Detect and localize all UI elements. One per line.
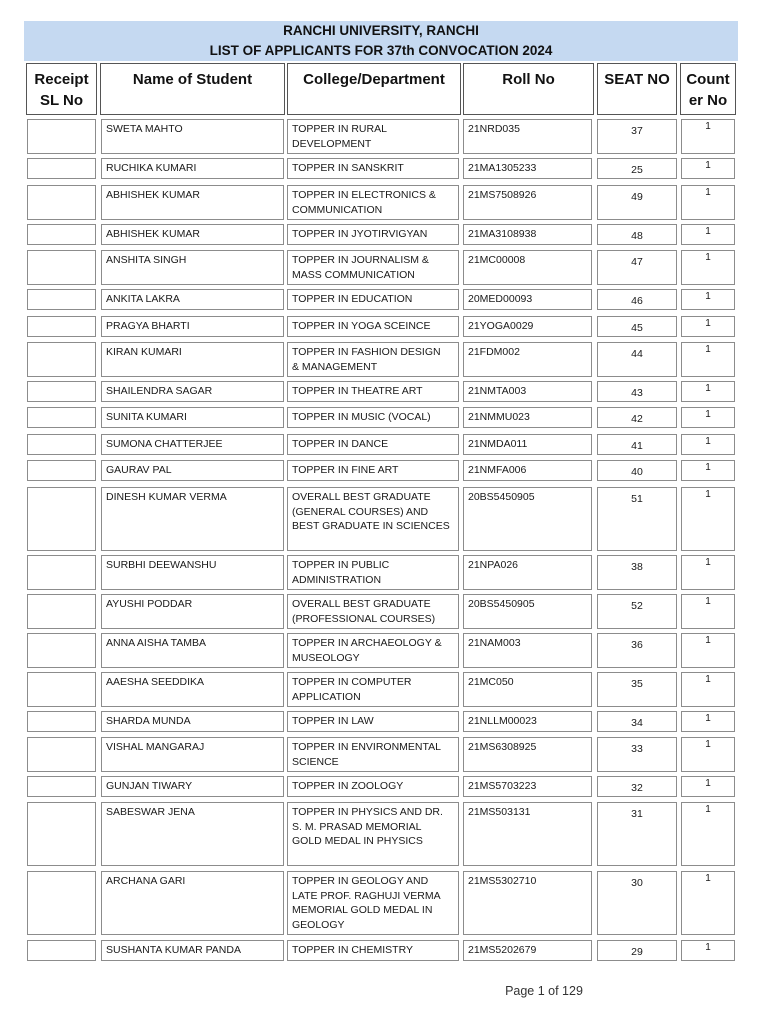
cell-college: TOPPER IN ENVIRONMENTAL SCIENCE	[287, 737, 459, 772]
cell-seat: 51	[597, 487, 677, 551]
cell-seat: 43	[597, 381, 677, 402]
cell-receipt	[27, 871, 96, 935]
cell-roll: 21NLLM00023	[463, 711, 592, 732]
table-row	[0, 316, 768, 337]
cell-counter: 1	[681, 555, 735, 590]
cell-name: RUCHIKA KUMARI	[101, 158, 284, 179]
cell-seat: 29	[597, 940, 677, 961]
cell-college: TOPPER IN ELECTRONICS & COMMUNICATION	[287, 185, 459, 220]
cell-college: TOPPER IN FINE ART	[287, 460, 459, 481]
cell-roll: 21MC00008	[463, 250, 592, 285]
cell-seat: 36	[597, 633, 677, 668]
cell-receipt	[27, 119, 96, 154]
cell-roll: 20BS5450905	[463, 487, 592, 551]
cell-counter: 1	[681, 289, 735, 310]
cell-counter: 1	[681, 633, 735, 668]
cell-receipt	[27, 250, 96, 285]
table-row	[0, 871, 768, 935]
cell-counter: 1	[681, 316, 735, 337]
cell-seat: 35	[597, 672, 677, 707]
table-row	[0, 594, 768, 629]
cell-counter: 1	[681, 381, 735, 402]
cell-roll: 21MS7508926	[463, 185, 592, 220]
cell-name: ANKITA LAKRA	[101, 289, 284, 310]
cell-college: TOPPER IN THEATRE ART	[287, 381, 459, 402]
cell-seat: 49	[597, 185, 677, 220]
cell-receipt	[27, 381, 96, 402]
table-row	[0, 776, 768, 797]
cell-roll: 21MA1305233	[463, 158, 592, 179]
cell-roll: 21FDM002	[463, 342, 592, 377]
cell-receipt	[27, 158, 96, 179]
cell-counter: 1	[681, 711, 735, 732]
table-row	[0, 250, 768, 285]
cell-name: PRAGYA BHARTI	[101, 316, 284, 337]
cell-receipt	[27, 407, 96, 428]
cell-seat: 32	[597, 776, 677, 797]
cell-college: TOPPER IN GEOLOGY AND LATE PROF. RAGHUJI VERMA MEMORIAL GOLD MEDAL IN GEOLOGY	[287, 871, 459, 935]
page-number: Page 1 of 129	[505, 984, 583, 998]
cell-receipt	[27, 342, 96, 377]
table-row	[0, 381, 768, 402]
cell-counter: 1	[681, 594, 735, 629]
cell-receipt	[27, 224, 96, 245]
table-row	[0, 737, 768, 772]
cell-college: TOPPER IN PHYSICS AND DR. S. M. PRASAD MEMORIAL GOLD MEDAL IN PHYSICS	[287, 802, 459, 866]
cell-seat: 34	[597, 711, 677, 732]
table-row	[0, 407, 768, 428]
cell-name: SUMONA CHATTERJEE	[101, 434, 284, 455]
header-counter-no: Count er No	[680, 63, 736, 115]
header-seat-no: SEAT NO	[597, 63, 677, 115]
cell-roll: 21MS5202679	[463, 940, 592, 961]
cell-seat: 48	[597, 224, 677, 245]
cell-name: SUNITA KUMARI	[101, 407, 284, 428]
cell-name: SUSHANTA KUMAR PANDA	[101, 940, 284, 961]
table-row	[0, 940, 768, 961]
table-row	[0, 342, 768, 377]
table-row	[0, 224, 768, 245]
table-row	[0, 802, 768, 866]
cell-receipt	[27, 940, 96, 961]
cell-name: SABESWAR JENA	[101, 802, 284, 866]
cell-college: OVERALL BEST GRADUATE (PROFESSIONAL COURSES)	[287, 594, 459, 629]
table-row	[0, 289, 768, 310]
cell-name: GUNJAN TIWARY	[101, 776, 284, 797]
cell-seat: 40	[597, 460, 677, 481]
cell-name: AAESHA SEEDDIKA	[101, 672, 284, 707]
cell-counter: 1	[681, 185, 735, 220]
cell-roll: 21NMMU023	[463, 407, 592, 428]
cell-receipt	[27, 316, 96, 337]
cell-college: OVERALL BEST GRADUATE (GENERAL COURSES) AND BEST GRADUATE IN SCIENCES	[287, 487, 459, 551]
cell-name: SHARDA MUNDA	[101, 711, 284, 732]
cell-college: TOPPER IN ZOOLOGY	[287, 776, 459, 797]
table-row	[0, 555, 768, 590]
cell-college: TOPPER IN RURAL DEVELOPMENT	[287, 119, 459, 154]
cell-name: ABHISHEK KUMAR	[101, 224, 284, 245]
cell-roll: 21MS5302710	[463, 871, 592, 935]
header-roll-no: Roll No	[463, 63, 594, 115]
cell-roll: 21NAM003	[463, 633, 592, 668]
cell-roll: 21MS6308925	[463, 737, 592, 772]
cell-name: VISHAL MANGARAJ	[101, 737, 284, 772]
cell-college: TOPPER IN SANSKRIT	[287, 158, 459, 179]
cell-name: DINESH KUMAR VERMA	[101, 487, 284, 551]
table-row	[0, 633, 768, 668]
cell-seat: 31	[597, 802, 677, 866]
cell-counter: 1	[681, 940, 735, 961]
cell-roll: 21NRD035	[463, 119, 592, 154]
cell-college: TOPPER IN ARCHAEOLOGY & MUSEOLOGY	[287, 633, 459, 668]
cell-counter: 1	[681, 737, 735, 772]
cell-name: SHAILENDRA SAGAR	[101, 381, 284, 402]
cell-college: TOPPER IN LAW	[287, 711, 459, 732]
cell-receipt	[27, 434, 96, 455]
cell-counter: 1	[681, 434, 735, 455]
cell-college: TOPPER IN YOGA SCEINCE	[287, 316, 459, 337]
cell-college: TOPPER IN COMPUTER APPLICATION	[287, 672, 459, 707]
cell-college: TOPPER IN JYOTIRVIGYAN	[287, 224, 459, 245]
cell-name: ARCHANA GARI	[101, 871, 284, 935]
table-row	[0, 711, 768, 732]
cell-counter: 1	[681, 158, 735, 179]
cell-name: GAURAV PAL	[101, 460, 284, 481]
cell-roll: 21MA3108938	[463, 224, 592, 245]
cell-counter: 1	[681, 871, 735, 935]
cell-roll: 21MS5703223	[463, 776, 592, 797]
cell-receipt	[27, 460, 96, 481]
cell-name: ABHISHEK KUMAR	[101, 185, 284, 220]
cell-roll: 21NMTA003	[463, 381, 592, 402]
cell-seat: 30	[597, 871, 677, 935]
cell-name: AYUSHI PODDAR	[101, 594, 284, 629]
title-line-2: LIST OF APPLICANTS FOR 37th CONVOCATION 2024	[209, 43, 553, 58]
cell-counter: 1	[681, 487, 735, 551]
cell-roll: 20MED00093	[463, 289, 592, 310]
table-row	[0, 460, 768, 481]
cell-receipt	[27, 776, 96, 797]
cell-roll: 21MC050	[463, 672, 592, 707]
cell-college: TOPPER IN MUSIC (VOCAL)	[287, 407, 459, 428]
cell-receipt	[27, 711, 96, 732]
cell-seat: 45	[597, 316, 677, 337]
cell-seat: 52	[597, 594, 677, 629]
cell-counter: 1	[681, 250, 735, 285]
header-college-department: College/Department	[287, 63, 461, 115]
table-row	[0, 434, 768, 455]
cell-receipt	[27, 487, 96, 551]
cell-counter: 1	[681, 672, 735, 707]
cell-seat: 37	[597, 119, 677, 154]
cell-college: TOPPER IN FASHION DESIGN & MANAGEMENT	[287, 342, 459, 377]
cell-counter: 1	[681, 224, 735, 245]
cell-name: SURBHI DEEWANSHU	[101, 555, 284, 590]
cell-receipt	[27, 185, 96, 220]
cell-name: ANSHITA SINGH	[101, 250, 284, 285]
cell-receipt	[27, 289, 96, 310]
cell-name: KIRAN KUMARI	[101, 342, 284, 377]
cell-counter: 1	[681, 460, 735, 481]
cell-receipt	[27, 633, 96, 668]
cell-counter: 1	[681, 407, 735, 428]
cell-counter: 1	[681, 119, 735, 154]
table-row	[0, 487, 768, 551]
cell-seat: 38	[597, 555, 677, 590]
cell-seat: 46	[597, 289, 677, 310]
cell-college: TOPPER IN DANCE	[287, 434, 459, 455]
cell-seat: 44	[597, 342, 677, 377]
cell-roll: 21NPA026	[463, 555, 592, 590]
header-name-of-student: Name of Student	[100, 63, 285, 115]
table-row	[0, 119, 768, 154]
cell-roll: 21NMDA011	[463, 434, 592, 455]
cell-seat: 33	[597, 737, 677, 772]
cell-counter: 1	[681, 776, 735, 797]
cell-receipt	[27, 737, 96, 772]
cell-receipt	[27, 594, 96, 629]
cell-roll: 21YOGA0029	[463, 316, 592, 337]
cell-roll: 20BS5450905	[463, 594, 592, 629]
cell-receipt	[27, 802, 96, 866]
table-row	[0, 185, 768, 220]
cell-college: TOPPER IN EDUCATION	[287, 289, 459, 310]
table-row	[0, 158, 768, 179]
cell-counter: 1	[681, 802, 735, 866]
table-row	[0, 672, 768, 707]
cell-college: TOPPER IN PUBLIC ADMINISTRATION	[287, 555, 459, 590]
cell-college: TOPPER IN CHEMISTRY	[287, 940, 459, 961]
cell-seat: 42	[597, 407, 677, 428]
cell-counter: 1	[681, 342, 735, 377]
header-receipt-sl-no: Receipt SL No	[26, 63, 97, 115]
cell-receipt	[27, 555, 96, 590]
cell-name: ANNA AISHA TAMBA	[101, 633, 284, 668]
cell-seat: 47	[597, 250, 677, 285]
title-line-1: RANCHI UNIVERSITY, RANCHI	[283, 23, 479, 38]
cell-roll: 21MS503131	[463, 802, 592, 866]
cell-seat: 25	[597, 158, 677, 179]
cell-seat: 41	[597, 434, 677, 455]
cell-name: SWETA MAHTO	[101, 119, 284, 154]
cell-college: TOPPER IN JOURNALISM & MASS COMMUNICATION	[287, 250, 459, 285]
cell-roll: 21NMFA006	[463, 460, 592, 481]
cell-receipt	[27, 672, 96, 707]
